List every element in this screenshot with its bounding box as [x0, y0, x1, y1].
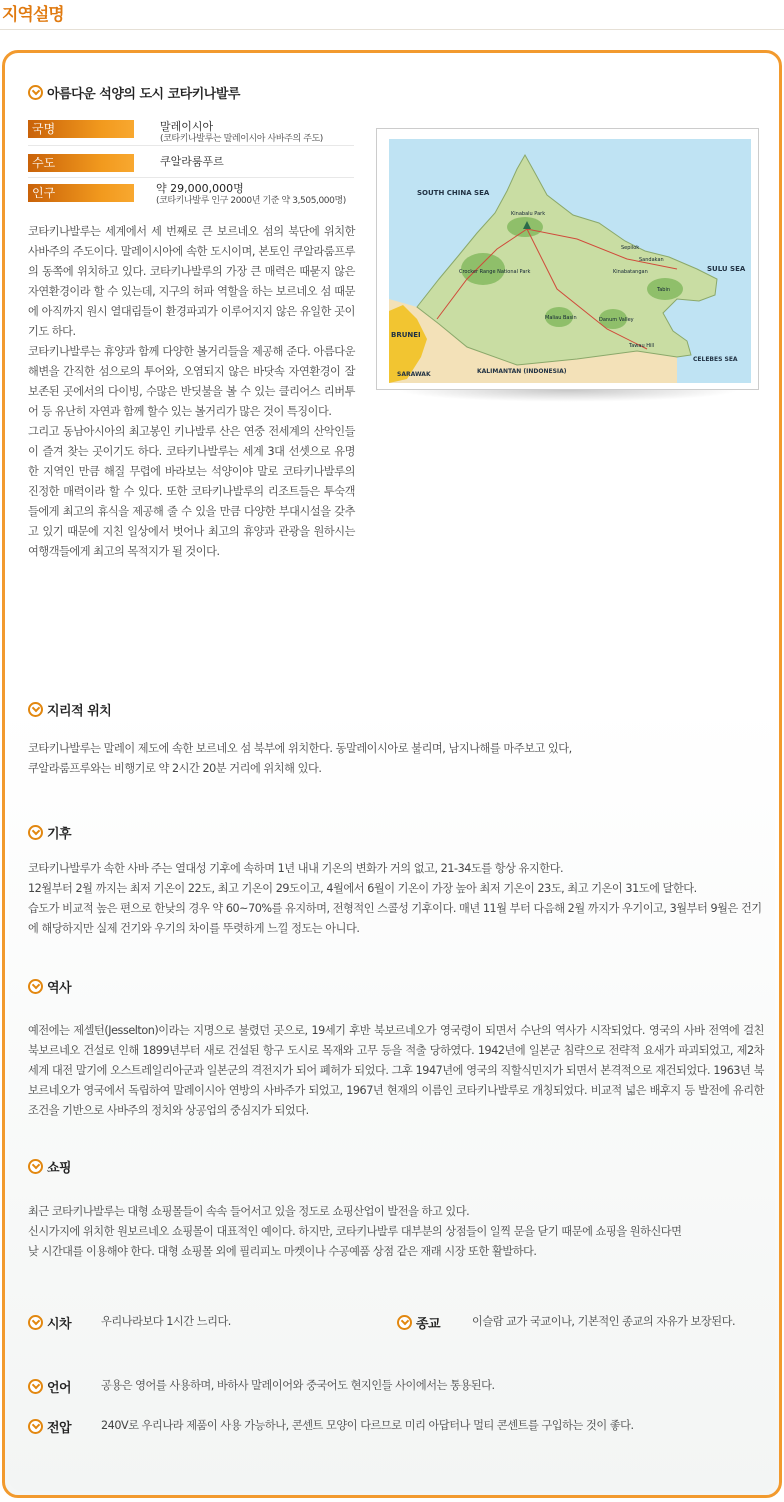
shopping-line: 신시가지에 위치한 원보르네오 쇼핑몰이 대표적인 예이다. 하지만, 코타키나발루 대부분의 상점들이 일찍 문을 닫기 때문에 쇼핑을 원하신다면 — [28, 1225, 682, 1238]
shopping-heading-label: 쇼핑 — [47, 1161, 72, 1176]
climate-line: 12월부터 2월 까지는 최저 기온이 22도, 최고 기온이 29도이고, 4월에서 6월이 기온이 가장 높아 최저 기온이 23도, 최고 기온이 31도에 달한다. — [28, 882, 697, 895]
map-label-kalimantan: KALIMANTAN (INDONESIA) — [477, 368, 567, 375]
climate-line: 코타키나발루가 속한 사바 주는 열대성 기후에 속하며 1년 내내 기온의 변화가 거의 없고, 21-34도를 항상 유지한다. — [28, 862, 564, 875]
geo-heading-label: 지리적 위치 — [47, 704, 112, 719]
chevron-down-circle-icon — [28, 702, 43, 717]
sabah-map-graphic — [377, 129, 758, 389]
voltage-text: 240V로 우리나라 제품이 사용 가능하나, 콘센트 모양이 다르므로 미리 아답터나 멀티 콘센트를 구입하는 것이 좋다. — [101, 1419, 634, 1432]
timezone-heading-label: 시차 — [47, 1317, 72, 1332]
intro-heading — [28, 83, 240, 102]
map-label-sepilok: Sepilok — [621, 245, 640, 251]
page-title: 지역설명 — [2, 5, 64, 25]
map-label-kinabatangan: Kinabatangan — [613, 269, 648, 275]
chevron-down-circle-icon — [28, 1419, 43, 1434]
fact-value-main: 약 29,000,000명 — [156, 182, 244, 195]
geo-line: 코타키나발루는 말레이 제도에 속한 보르네오 섬 북부에 위치한다. 동말레이시아로 불리며, 남지나해를 마주보고 있다, — [28, 742, 572, 755]
map-label-sandakan: Sandakan — [639, 257, 664, 263]
geo-heading — [28, 700, 111, 719]
sabah-map — [376, 128, 760, 406]
geo-line: 쿠알라룸프루와는 비행기로 약 2시간 20분 거리에 위치해 있다. — [28, 762, 322, 775]
map-label-sarawak: SARAWAK — [397, 371, 431, 378]
map-shadow — [396, 390, 740, 402]
map-label-tabin: Tabin — [657, 287, 671, 293]
map-label-danum-valley: Danum Valley — [599, 317, 634, 323]
religion-text: 이슬람 교가 국교이나, 기본적인 종교의 자유가 보장된다. — [472, 1315, 736, 1328]
climate-text — [28, 859, 764, 939]
page-title-bar — [0, 0, 784, 30]
map-label-sulu-sea: SULU SEA — [707, 265, 746, 273]
climate-heading — [28, 823, 71, 842]
intro-heading-label: 아름다운 석양의 도시 코타키나발루 — [47, 87, 240, 102]
fact-key: 인구 — [28, 184, 134, 202]
intro-text — [28, 222, 355, 562]
language-text: 공용은 영어를 사용하며, 바하사 말레이어와 중국어도 현지인들 사이에서는 통용된다. — [101, 1379, 495, 1392]
religion-heading-label: 종교 — [416, 1317, 441, 1332]
voltage-heading — [28, 1417, 71, 1436]
fact-value-main: 말레이시아 — [160, 120, 214, 133]
timezone-text: 우리나라보다 1시간 느리다. — [101, 1315, 231, 1328]
fact-key: 국명 — [28, 120, 134, 138]
map-frame — [376, 128, 759, 390]
history-heading-label: 역사 — [47, 981, 72, 996]
language-heading-label: 언어 — [47, 1381, 72, 1396]
timezone-heading — [28, 1313, 71, 1332]
history-text — [28, 1021, 764, 1121]
fact-row-population — [28, 180, 354, 208]
chevron-down-circle-icon — [28, 1379, 43, 1394]
geo-text — [28, 739, 764, 779]
shopping-text — [28, 1202, 764, 1262]
fact-value — [134, 148, 224, 177]
fact-row-capital — [28, 148, 354, 178]
fact-row-country — [28, 118, 354, 146]
chevron-down-circle-icon — [28, 1315, 43, 1330]
map-label-celebes-sea: CELEBES SEA — [693, 356, 738, 363]
map-label-maliau-basin: Maliau Basin — [545, 315, 577, 321]
chevron-down-circle-icon — [28, 825, 43, 840]
map-label-south-china-sea: SOUTH CHINA SEA — [417, 189, 490, 197]
voltage-heading-label: 전압 — [47, 1421, 72, 1436]
map-label-tawau-hill: Tawau Hill — [629, 343, 655, 349]
map-label-crocker-range: Crocker Range National Park — [459, 269, 531, 275]
fact-value-note: (코타키나발루 인구 2000년 기준 약 3,505,000명) — [156, 196, 346, 206]
climate-line: 습도가 비교적 높은 편으로 한낮의 경우 약 60~70%를 유지하며, 전형적인 스콜성 기후이다. 매년 11월 부터 다음해 2월 까지가 우기이고, 3월부터 9월은 건기에 해당하지만 실제 건기와 우기의 차이를 뚜렷하게 느낄 정도는 아니다. — [28, 902, 762, 935]
chevron-down-circle-icon — [397, 1315, 412, 1330]
climate-heading-label: 기후 — [47, 827, 72, 842]
map-label-brunei: BRUNEI — [391, 331, 421, 339]
shopping-heading — [28, 1157, 71, 1176]
chevron-down-circle-icon — [28, 979, 43, 994]
religion-heading — [397, 1313, 440, 1332]
intro-paragraph: 그리고 동남아시아의 최고봉인 키나발루 산은 연중 전세계의 산악인들이 즐겨 찾는 곳이기도 하다. 코타키나발루는 세계 3대 선셋으로 유명한 지역인 만큼 해질 무렵에 바라보는 석양이야 말로 코타키나발루의 진정한 매력이라 할 수 있다. 또한 코타키나발루의 리조트들은 투숙객들에게 최고의 휴식을 제공해 줄 수 있을 만큼 다양한 부대시설을 갖추고 있기 때문에 지친 일상에서 벗어나 최고의 휴양과 관광을 원하시는 여행객들에게 최고의 목적지가 될 것이다. — [28, 425, 355, 558]
intro-paragraph: 코타키나발루는 세계에서 세 번째로 큰 보르네오 섬의 북단에 위치한 사바주의 주도이다. 말레이시아에 속한 도시이며, 본토인 쿠알라룸프루의 동쪽에 위치하고 있다. 코타키나발루의 가장 큰 매력은 때묻지 않은 자연환경이라 할 수 있는데, 지구의 허파 역할을 하는 보르네오 섬 때문에 아직까지 원시 열대림들이 환경파괴가 이루어지지 않은 유일한 곳이기도 하다. — [28, 225, 355, 338]
shopping-line: 최근 코타키나발루는 대형 쇼핑몰들이 속속 들어서고 있을 정도로 쇼핑산업이 발전을 하고 있다. — [28, 1205, 470, 1218]
chevron-down-circle-icon — [28, 1159, 43, 1174]
fact-key: 수도 — [28, 154, 134, 172]
history-paragraph: 예전에는 제셀턴(Jesselton)이라는 지명으로 불렸던 곳으로, 19세기 후반 북보르네오가 영국령이 되면서 수난의 역사가 시작되었다. 영국의 사바 전역에 걸친 북보르네오 건설로 인해 1899년부터 새로 건설된 항구 도시로 목재와 고무 등을 적출 당하였다. 1942년에 일본군 침략으로 전략적 요새가 파괴되었고, 제2차 세계 대전 말기에 오스트레일리아군과 일본군의 격전지가 되어 폐허가 되었다. 그후 1947년에 영국의 직할식민지가 되면서 본격적으로 재건되었다. 1963년 북보르네오가 영국에서 독립하여 말레이시아 연방의 사바주가 되었고, 1967년 현재의 이름인 코타키나발루로 개칭되었다. 비교적 넓은 배후지 등 발전에 유리한 조건을 기반으로 사바주의 정치와 상공업의 중심지가 되었다. — [28, 1024, 764, 1117]
fact-value-note: (코타키나발루는 말레이시아 사바주의 주도) — [160, 134, 323, 144]
history-heading — [28, 977, 71, 996]
language-heading — [28, 1377, 71, 1396]
chevron-down-circle-icon — [28, 85, 43, 100]
shopping-line: 낮 시간대를 이용해야 한다. 대형 쇼핑몰 외에 필리피노 마켓이나 수공예품 상점 같은 재래 시장 또한 활발하다. — [28, 1245, 537, 1258]
facts-table — [28, 118, 354, 208]
fact-value — [134, 118, 323, 145]
fact-value-main: 쿠알라룸푸르 — [160, 155, 224, 168]
fact-value — [134, 180, 346, 208]
map-label-kinabalu-park: Kinabalu Park — [511, 211, 546, 217]
intro-paragraph: 코타키나발루는 휴양과 함께 다양한 볼거리들을 제공해 준다. 아름다운 해변을 간직한 섬으로의 투어와, 오염되지 않은 바닷속 자연환경이 잘 보존된 곳에서의 다이빙, 수많은 반딧불을 볼 수 있는 클리어스 리버투어 등 유난히 자연과 함께 할수 있는 볼거리가 많은 것이 특징이다. — [28, 345, 355, 418]
